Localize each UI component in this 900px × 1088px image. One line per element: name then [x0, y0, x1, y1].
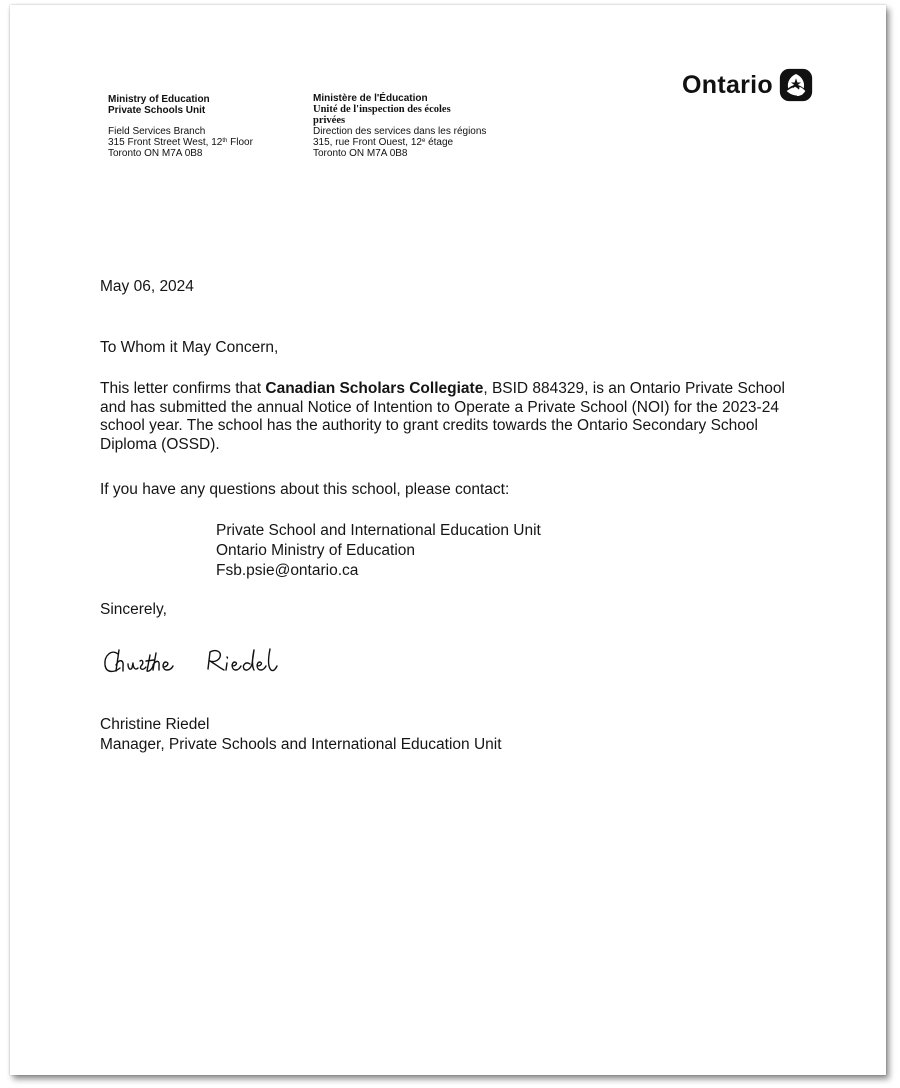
contact-unit: Private School and International Education Unit: [216, 522, 541, 539]
ontario-wordmark: Ontario: [682, 70, 773, 99]
branch-name-fr: Direction des services dans les régions: [313, 126, 487, 137]
address-fr: 315, rue Front Ouest, 12e étage: [313, 137, 454, 148]
letter-date: May 06, 2024: [100, 278, 194, 295]
confirmation-paragraph: This letter confirms that Canadian Scholars Collegiate, BSID 884329, is an Ontario Private School and has submitted the annual Notice of Intention to Operate a Private School (NOI) for the 2023-24 school year. The school has the authority to grant credits towards the Ontario Secondary School Diploma (OSSD).: [100, 380, 785, 453]
address-en: 315 Front Street West, 12th Floor: [108, 137, 253, 148]
unit-name-fr-line2: privées: [313, 115, 346, 126]
ontario-logo: [682, 68, 813, 102]
unit-name-fr-line1: Unité de l'inspection des écoles: [313, 104, 451, 115]
french-letterhead: [313, 93, 543, 159]
letter-page: [10, 5, 886, 1075]
school-name: Canadian Scholars Collegiate: [265, 380, 484, 397]
handwritten-signature: [96, 637, 296, 687]
ministry-name-en: Ministry of Education: [108, 94, 210, 105]
signer-block: [100, 715, 502, 755]
trillium-icon: [779, 68, 813, 102]
contact-ministry: Ontario Ministry of Education: [216, 542, 416, 559]
branch-name-en: Field Services Branch: [108, 126, 206, 137]
contact-email[interactable]: Fsb.psie@ontario.ca: [216, 562, 359, 579]
unit-name-en: Private Schools Unit: [108, 105, 206, 116]
contact-block: [216, 521, 541, 581]
signer-title: Manager, Private Schools and International Education Unit: [100, 736, 502, 753]
salutation: To Whom it May Concern,: [100, 339, 279, 356]
contact-intro: If you have any questions about this school, please contact:: [100, 481, 510, 498]
closing: Sincerely,: [100, 601, 167, 618]
ministry-name-fr: Ministère de l'Éducation: [313, 93, 428, 104]
city-fr: Toronto ON M7A 0B8: [313, 148, 408, 159]
city-en: Toronto ON M7A 0B8: [108, 148, 203, 159]
english-letterhead: [108, 94, 298, 159]
signer-name: Christine Riedel: [100, 716, 210, 733]
